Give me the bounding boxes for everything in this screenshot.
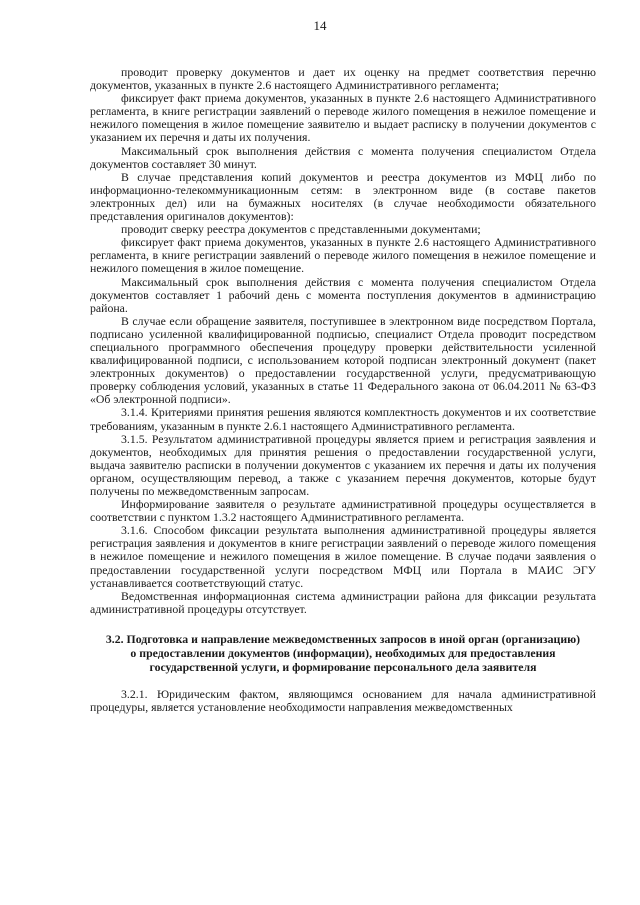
paragraph-max-time-1day: Максимальный срок выполнения действия с момента получения специалистом Отдела документов составляет 1 рабочий день с момента поступления документов в администрацию района. xyxy=(90,274,596,315)
paragraph-3-2-1: 3.2.1. Юридическим фактом, являющимся основанием для начала административной процедуры, является установление необходимости направления межведомственных xyxy=(90,686,596,715)
page-number: 14 xyxy=(313,18,327,33)
paragraph-information-system: Ведомственная информационная система администрации района для фиксации результата административной процедуры отсутствует. xyxy=(90,588,596,616)
paragraph-registry-check: проводит сверку реестра документов с представленными документами; xyxy=(121,222,481,237)
paragraph-record-receipt: фиксирует факт приема документов, указанных в пункте 2.6 настоящего Административного регламента, в книге регистрации заявлений о переводе жилого помещения в нежилое помещение и нежилого помещения в жилое помещение заявителю и выдает расписку в получении документов с указанием их перечня и даты их получения. xyxy=(90,91,596,145)
paragraph-3-1-4: 3.1.4. Критериями принятия решения являются комплектность документов и их соответствие требованиям, указанным в пункте 2.6.1 настоящего Административного регламента. xyxy=(90,405,596,433)
paragraph-3-1-6: 3.1.6. Способом фиксации результата выполнения административной процедуры является регистрация заявления и документов в книге регистрации заявлений о переводе жилого помещения в нежилое помещение и нежилого помещения в жилое помещение. В случае подачи заявления о предоставлении государственной услуги посредством МФЦ или Портала в МАИС ЭГУ устанавливается соответствующий статус. xyxy=(90,523,596,590)
paragraph-verify-documents: проводит проверку документов и дает их оценку на предмет соответствия перечню документов, указанных в пункте 2.6 настоящего Административного регламента; xyxy=(90,65,596,93)
paragraph-informing: Информирование заявителя о результате административной процедуры осуществляется в соответствии с пунктом 1.3.2 настоящего Административного регламента. xyxy=(90,497,596,525)
paragraph-max-time-30min: Максимальный срок выполнения действия с момента получения специалистом Отдела документов составляет 30 минут. xyxy=(90,143,596,171)
document-body xyxy=(90,66,596,714)
section-heading-3-2: 3.2. Подготовка и направление межведомственных запросов в иной орган (организацию) о предоставлении документов (информации), необходимых для предоставления государственной услуги, и формирование персонального дела заявителя xyxy=(105,631,581,674)
paragraph-record-receipt-2: фиксирует факт приема документов, указанных в пункте 2.6 настоящего Административного регламента, в книге регистрации заявлений о переводе жилого помещения в нежилое помещение и нежилого помещения в жилое помещение. xyxy=(90,235,596,276)
paragraph-electronic-signature: В случае если обращение заявителя, поступившее в электронном виде посредством Портала, подписано усиленной квалифицированной подписью, специалист Отдела проводит посредством специального программного обеспечения процедуру проверки действительности усиленной квалифицированной подписи, с использованием которой подписан электронный документ (пакет электронных документов) о предоставлении государственной услуги, предусматривающую проверку соблюдения условий, указанных в статье 11 Федерального закона от 06.04.2011 № 63-ФЗ «Об электронной подписи». xyxy=(90,313,596,407)
paragraph-mfc-copies: В случае представления копий документов и реестра документов из МФЦ либо по информационно-телекоммуникационным сетям: в электронном виде (в составе пакетов электронных дел) или на бумажных носителях (в случае необходимости обязательного представления оригиналов документов): xyxy=(90,169,596,224)
paragraph-3-1-5: 3.1.5. Результатом административной процедуры является прием и регистрация заявления и документов, необходимых для принятия решения о предоставлении государственной услуги, выдача заявителю расписки в получении документов с указанием их перечня и даты их получения органом, осуществляющим перевод, а также с указанием перечня документов, которые будут получены по межведомственным запросам. xyxy=(90,431,596,498)
